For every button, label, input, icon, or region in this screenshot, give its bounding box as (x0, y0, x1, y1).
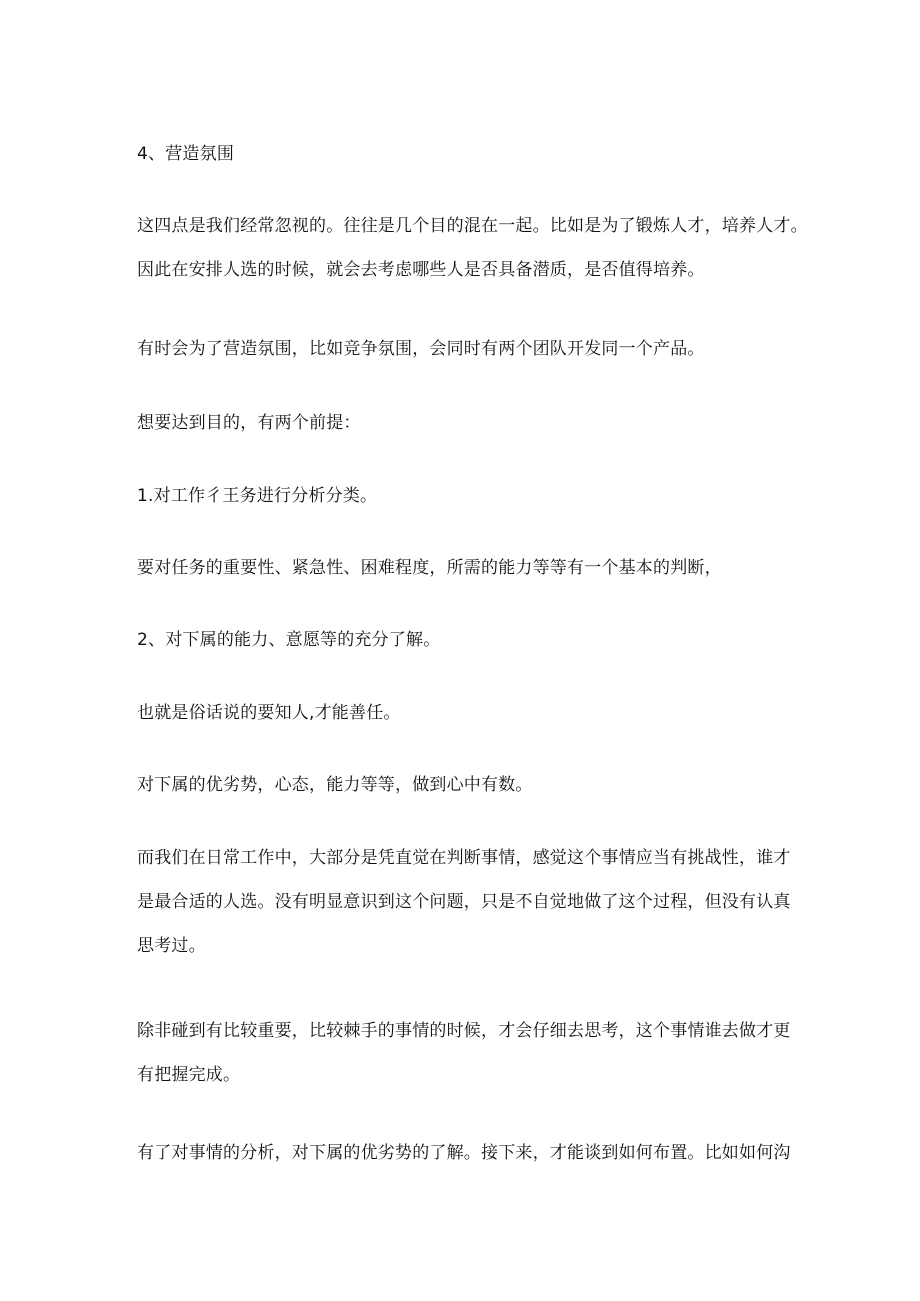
paragraph (137, 204, 808, 292)
text-line: 而我们在日常工作中，大部分是凭直觉在判断事情，感觉这个事情应当有挑战性，谁才 (137, 848, 791, 868)
section-heading (137, 132, 797, 176)
text-line: 思考过。 (137, 936, 206, 956)
paragraph (137, 763, 797, 807)
text-line: 对下属的优劣势，心态，能力等等，做到心中有数。 (137, 775, 533, 795)
text-line: 有把握完成。 (137, 1065, 241, 1085)
text-line: 因此在安排人选的时候，就会去考虑哪些人是否具备潜质，是否值得培养。 (137, 260, 705, 280)
list-item-heading (137, 618, 797, 662)
list-item-heading (137, 474, 797, 518)
paragraph (137, 1009, 797, 1097)
text-line: 4、营造氛围 (137, 144, 235, 164)
paragraph (137, 401, 797, 445)
text-line: 有了对事情的分析，对下属的优劣势的了解。接下来，才能谈到如何布置。比如如何沟 (137, 1143, 791, 1163)
paragraph (137, 836, 797, 968)
paragraph (137, 691, 797, 735)
paragraph (137, 327, 797, 371)
text-line: 1.对工作彳王务进行分析分类。 (137, 486, 378, 506)
text-line: 想要达到目的，有两个前提： (137, 413, 361, 433)
text-line: 也就是俗话说的要知人,才能善任。 (137, 703, 401, 723)
text-line: 2、对下属的能力、意愿等的充分了解。 (137, 630, 441, 650)
text-line: 要对任务的重要性、紧急性、困难程度，所需的能力等等有一个基本的判断， (137, 558, 722, 578)
text-line: 除非碰到有比较重要，比较棘手的事情的时候，才会仔细去思考，这个事情谁去做才更 (137, 1021, 791, 1041)
paragraph (137, 1131, 797, 1175)
paragraph (137, 546, 797, 590)
text-line: 这四点是我们经常忽视的。往往是几个目的混在一起。比如是为了锻炼人才，培养人才。 (137, 216, 808, 236)
text-line: 是最合适的人选。没有明显意识到这个问题，只是不自觉地做了这个过程，但没有认真 (137, 892, 791, 912)
text-line: 有时会为了营造氛围，比如竞争氛围，会同时有两个团队开发同一个产品。 (137, 339, 705, 359)
